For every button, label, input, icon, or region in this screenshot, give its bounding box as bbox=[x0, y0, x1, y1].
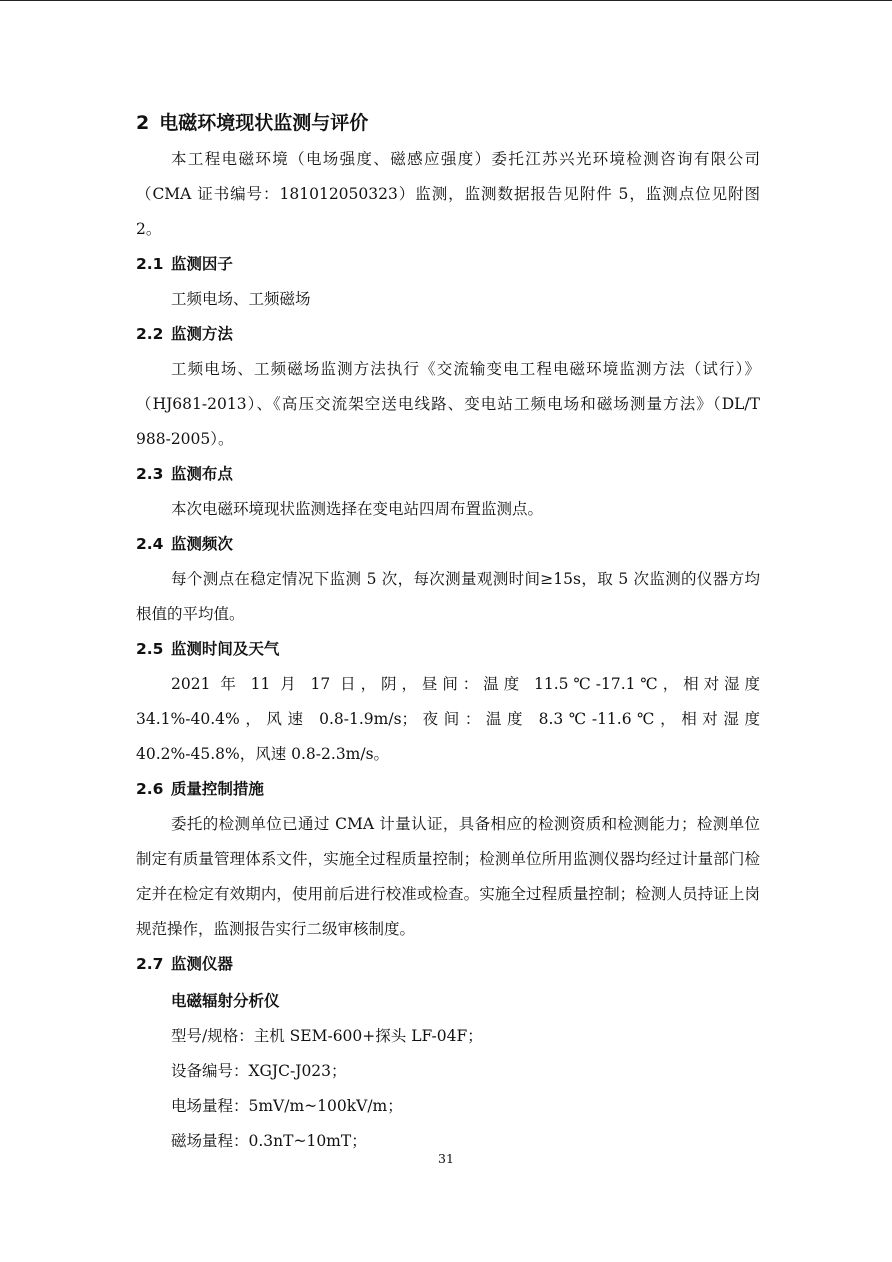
subsection-heading-2-7 bbox=[136, 947, 760, 982]
subsection-title: 监测频次 bbox=[170, 535, 233, 553]
subsection-title: 监测仪器 bbox=[170, 955, 233, 973]
subsection-number: 2.7 bbox=[136, 955, 164, 973]
subsection-title: 监测布点 bbox=[170, 465, 233, 483]
quality-control-text: 委托的检测单位已通过 CMA 计量认证，具备相应的检测资质和检测能力；检测单位制定有质量管理体系文件，实施全过程质量控制；检测单位所用监测仪器均经过计量部门检定并在检定有效期内，使用前后进行校准或检查。实施全过程质量控制；检测人员持证上岗规范操作，监测报告实行二级审核制度。 bbox=[136, 815, 760, 938]
subsection-heading-2-2 bbox=[136, 317, 760, 352]
subsection-title: 监测因子 bbox=[170, 255, 233, 273]
instrument-spec-model: 型号/规格：主机 SEM-600+探头 LF-04F； bbox=[171, 1027, 483, 1045]
section-title: 电磁环境现状监测与评价 bbox=[159, 112, 369, 134]
subsection-title: 监测方法 bbox=[170, 325, 233, 343]
subsection-number: 2.5 bbox=[136, 640, 164, 658]
monitoring-factors-text: 工频电场、工频磁场 bbox=[171, 290, 311, 308]
subsection-heading-2-1 bbox=[136, 247, 760, 282]
subsection-title: 质量控制措施 bbox=[170, 780, 264, 798]
instrument-name: 电磁辐射分析仪 bbox=[171, 992, 280, 1010]
subsection-heading-2-4 bbox=[136, 527, 760, 562]
monitoring-method-text: 工频电场、工频磁场监测方法执行《交流输变电工程电磁环境监测方法（试行）》（HJ681-2013）、《高压交流架空送电线路、变电站工频电场和磁场测量方法》（DL/T 988-2005）。 bbox=[136, 360, 760, 448]
section-intro: 本工程电磁环境（电场强度、磁感应强度）委托江苏兴光环境检测咨询有限公司（CMA 证书编号：181012050323）监测，监测数据报告见附件 5，监测点位见附图 2。 bbox=[136, 150, 760, 238]
subsection-title: 监测时间及天气 bbox=[170, 640, 280, 658]
subsection-heading-2-6 bbox=[136, 772, 760, 807]
section-heading bbox=[136, 105, 760, 141]
page-number: 31 bbox=[438, 1151, 454, 1166]
page-content bbox=[136, 105, 760, 1159]
subsection-number: 2.4 bbox=[136, 535, 164, 553]
monitoring-time-weather-text: 2021 年 11 月 17 日，阴，昼间：温度 11.5℃-17.1℃，相对湿度 34.1%-40.4%，风速 0.8-1.9m/s；夜间：温度 8.3℃-11.6℃，相对湿度 40.2%-45.8%，风速 0.8-2.3m/s。 bbox=[136, 675, 760, 763]
subsection-number: 2.6 bbox=[136, 780, 164, 798]
subsection-number: 2.3 bbox=[136, 465, 164, 483]
instrument-spec-id: 设备编号：XGJC-J023； bbox=[171, 1062, 347, 1080]
subsection-number: 2.1 bbox=[136, 255, 164, 273]
monitoring-points-text: 本次电磁环境现状监测选择在变电站四周布置监测点。 bbox=[171, 500, 544, 518]
section-number: 2 bbox=[136, 112, 150, 134]
monitoring-frequency-text: 每个测点在稳定情况下监测 5 次，每次测量观测时间≥15s，取 5 次监测的仪器方均根值的平均值。 bbox=[136, 570, 760, 623]
instrument-spec-e-range: 电场量程：5mV/m~100kV/m； bbox=[171, 1097, 403, 1115]
subsection-number: 2.2 bbox=[136, 325, 164, 343]
instrument-spec-m-range: 磁场量程：0.3nT~10mT； bbox=[171, 1132, 367, 1150]
subsection-heading-2-3 bbox=[136, 457, 760, 492]
subsection-heading-2-5 bbox=[136, 632, 760, 667]
